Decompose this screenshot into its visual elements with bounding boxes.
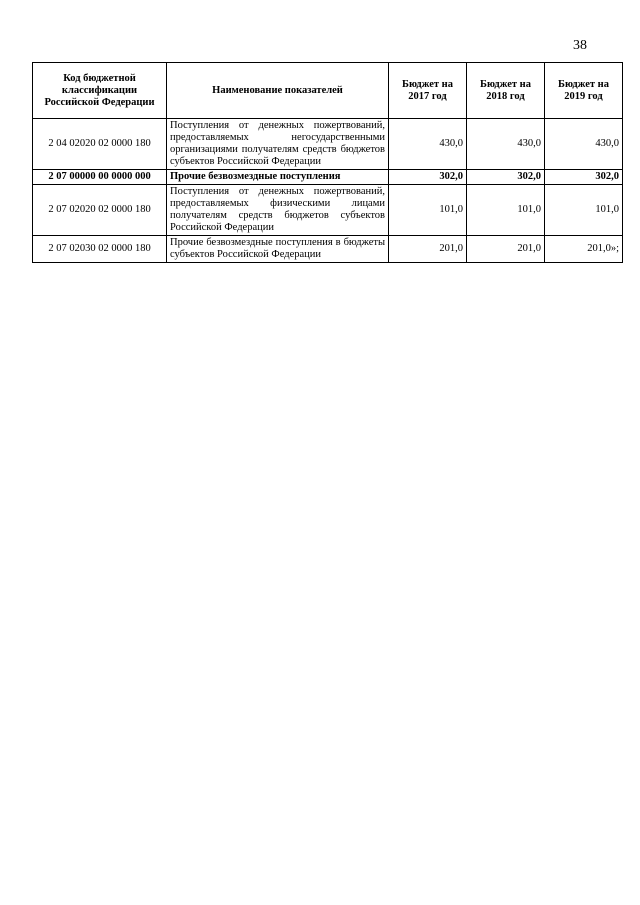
row-budget-2017: 201,0 bbox=[389, 236, 467, 263]
row-budget-2019: 302,0 bbox=[545, 170, 623, 185]
header-name: Наименование показателей bbox=[167, 63, 389, 119]
row-code: 2 04 02020 02 0000 180 bbox=[33, 119, 167, 170]
header-budget-2018: Бюджет на 2018 год bbox=[467, 63, 545, 119]
header-budget-2019: Бюджет на 2019 год bbox=[545, 63, 623, 119]
row-code: 2 07 02030 02 0000 180 bbox=[33, 236, 167, 263]
table-row bbox=[33, 236, 623, 263]
header-budget-2017: Бюджет на 2017 год bbox=[389, 63, 467, 119]
row-name: Поступления от денежных пожертвований, предоставляемых физическими лицами получателям средств бюджетов субъектов Российской Федерации bbox=[167, 185, 389, 236]
row-budget-2018: 201,0 bbox=[467, 236, 545, 263]
row-code: 2 07 00000 00 0000 000 bbox=[33, 170, 167, 185]
table-header-row bbox=[33, 63, 623, 119]
row-budget-2017: 101,0 bbox=[389, 185, 467, 236]
header-code: Код бюджетной классификации Российской Федерации bbox=[33, 63, 167, 119]
row-budget-2017: 302,0 bbox=[389, 170, 467, 185]
row-budget-2017: 430,0 bbox=[389, 119, 467, 170]
row-name: Прочие безвозмездные поступления bbox=[167, 170, 389, 185]
row-budget-2019: 201,0»; bbox=[545, 236, 623, 263]
row-budget-2019: 101,0 bbox=[545, 185, 623, 236]
row-code: 2 07 02020 02 0000 180 bbox=[33, 185, 167, 236]
row-name: Поступления от денежных пожертвований, предоставляемых негосударственными организациями получателям средств бюджетов субъектов Российской Федерации bbox=[167, 119, 389, 170]
table-row bbox=[33, 185, 623, 236]
row-budget-2019: 430,0 bbox=[545, 119, 623, 170]
row-budget-2018: 302,0 bbox=[467, 170, 545, 185]
row-budget-2018: 430,0 bbox=[467, 119, 545, 170]
budget-table bbox=[32, 62, 623, 263]
table-row bbox=[33, 119, 623, 170]
row-budget-2018: 101,0 bbox=[467, 185, 545, 236]
page-number: 38 bbox=[573, 38, 587, 53]
row-name: Прочие безвозмездные поступления в бюджеты субъектов Российской Федерации bbox=[167, 236, 389, 263]
table-row-total bbox=[33, 170, 623, 185]
